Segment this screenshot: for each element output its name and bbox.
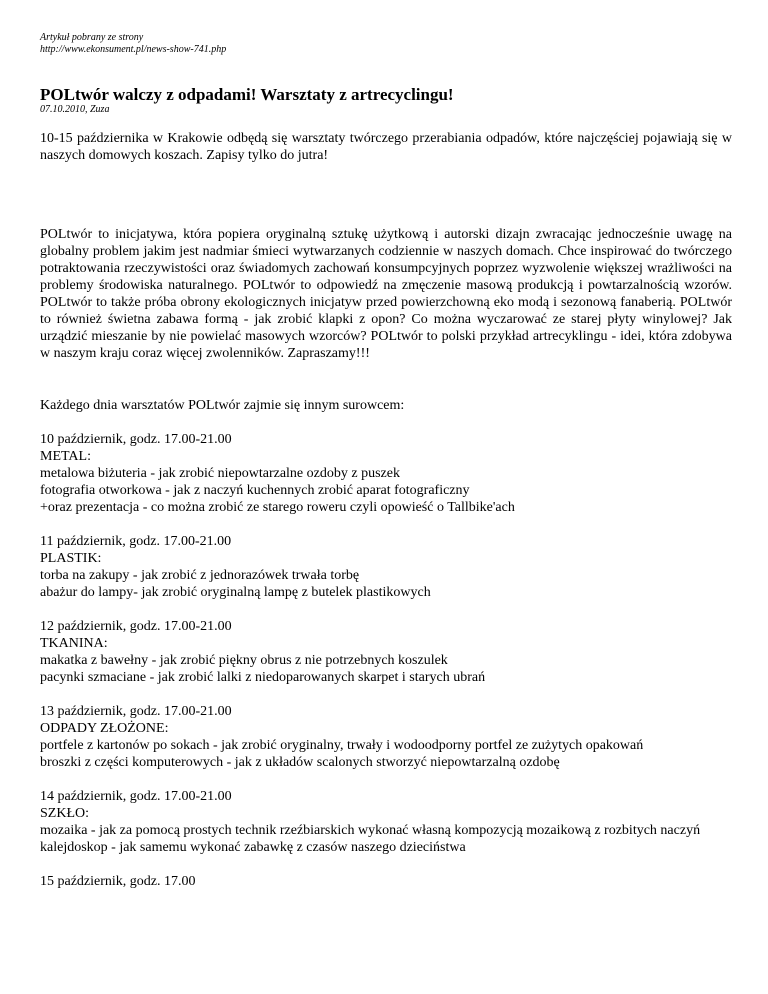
day-item: metalowa biżuteria - jak zrobić niepowtarzalne ozdoby z puszek bbox=[40, 466, 400, 481]
day-date: 11 październik, godz. 17.00-21.00 bbox=[40, 534, 232, 549]
article-lead: 10-15 października w Krakowie odbędą się warsztaty twórczego przerabiania odpadów, które najczęściej pojawiają się w naszych domowych koszach. Zapisy tylko do jutra! bbox=[40, 131, 732, 163]
day-item: +oraz prezentacja - co można zrobić ze starego roweru czyli opowieść o Tallbike'ach bbox=[40, 500, 515, 515]
day-item: fotografia otworkowa - jak z naczyń kuchennych zrobić aparat fotograficzny bbox=[40, 483, 470, 498]
source-label: Artykuł pobrany ze strony bbox=[40, 32, 144, 43]
schedule-day bbox=[40, 703, 732, 771]
schedule-day bbox=[40, 431, 732, 516]
article-body: POLtwór to inicjatywa, która popiera oryginalną sztukę użytkową i autorski dizajn zwracając jednocześnie uwagę na globalny problem jakim jest nadmiar śmieci wytwarzanych codziennie w naszych domach. Chce inspirować do twórczego potraktowania rzeczywistości oraz świadomych zachowań konsumpcyjnych poprzez wyzwolenie większej wrażliwości na problemy środowiska naturalnego. POLtwór to odpowiedź na zmęczenie masową produkcją i powtarzalnością wzorów. POLtwór to także próba obrony ekologicznych inicjatyw przed powierzchowną eko modą i sezonową fanaberią. POLtwór to również świetna zabawa formą - jak zrobić klapki z opon? Co można wyczarować ze starej płyty winylowej? Jak urządzić mieszanie by nie powielać masowych wzorców? POLtwór to polski przykład artrecyklingu - idei, która zdobywa w naszym kraju coraz więcej zwolenników. Zapraszamy!!! bbox=[40, 227, 732, 361]
source-url: http://www.ekonsument.pl/news-show-741.php bbox=[40, 44, 227, 55]
day-material: SZKŁO: bbox=[40, 806, 89, 821]
day-date: 12 październik, godz. 17.00-21.00 bbox=[40, 619, 232, 634]
day-item: mozaika - jak za pomocą prostych technik rzeźbiarskich wykonać własną kompozycją mozaikową z rozbitych naczyń bbox=[40, 823, 701, 838]
schedule-day bbox=[40, 873, 732, 890]
schedule-day bbox=[40, 788, 732, 856]
day-item: abażur do lampy- jak zrobić oryginalną lampę z butelek plastikowych bbox=[40, 585, 431, 600]
day-item: makatka z bawełny - jak zrobić piękny obrus z nie potrzebnych koszulek bbox=[40, 653, 448, 668]
article-meta: 07.10.2010, Zuza bbox=[40, 104, 110, 115]
schedule bbox=[40, 431, 732, 890]
day-date: 15 październik, godz. 17.00 bbox=[40, 874, 196, 889]
day-date: 14 październik, godz. 17.00-21.00 bbox=[40, 789, 232, 804]
day-item: portfele z kartonów po sokach - jak zrobić oryginalny, trwały i wodoodporny portfel ze zużytych opakowań bbox=[40, 738, 644, 753]
schedule-day bbox=[40, 618, 732, 686]
day-item: pacynki szmaciane - jak zrobić lalki z niedoparowanych skarpet i starych ubrań bbox=[40, 670, 486, 685]
day-material: PLASTIK: bbox=[40, 551, 102, 566]
day-date: 10 październik, godz. 17.00-21.00 bbox=[40, 432, 232, 447]
document-page bbox=[40, 32, 732, 890]
day-item: broszki z części komputerowych - jak z układów scalonych stworzyć niepowtarzalną ozdobę bbox=[40, 755, 560, 770]
article-title: POLtwór walczy z odpadami! Warsztaty z artrecyclingu! bbox=[40, 85, 454, 104]
source-note bbox=[40, 32, 732, 56]
schedule-day bbox=[40, 533, 732, 601]
day-material: ODPADY ZŁOŻONE: bbox=[40, 721, 169, 736]
schedule-intro: Każdego dnia warsztatów POLtwór zajmie się innym surowcem: bbox=[40, 398, 405, 413]
day-material: TKANINA: bbox=[40, 636, 108, 651]
day-item: torba na zakupy - jak zrobić z jednorazówek trwała torbę bbox=[40, 568, 360, 583]
day-material: METAL: bbox=[40, 449, 91, 464]
day-item: kalejdoskop - jak samemu wykonać zabawkę z czasów naszego dzieciństwa bbox=[40, 840, 466, 855]
day-date: 13 październik, godz. 17.00-21.00 bbox=[40, 704, 232, 719]
